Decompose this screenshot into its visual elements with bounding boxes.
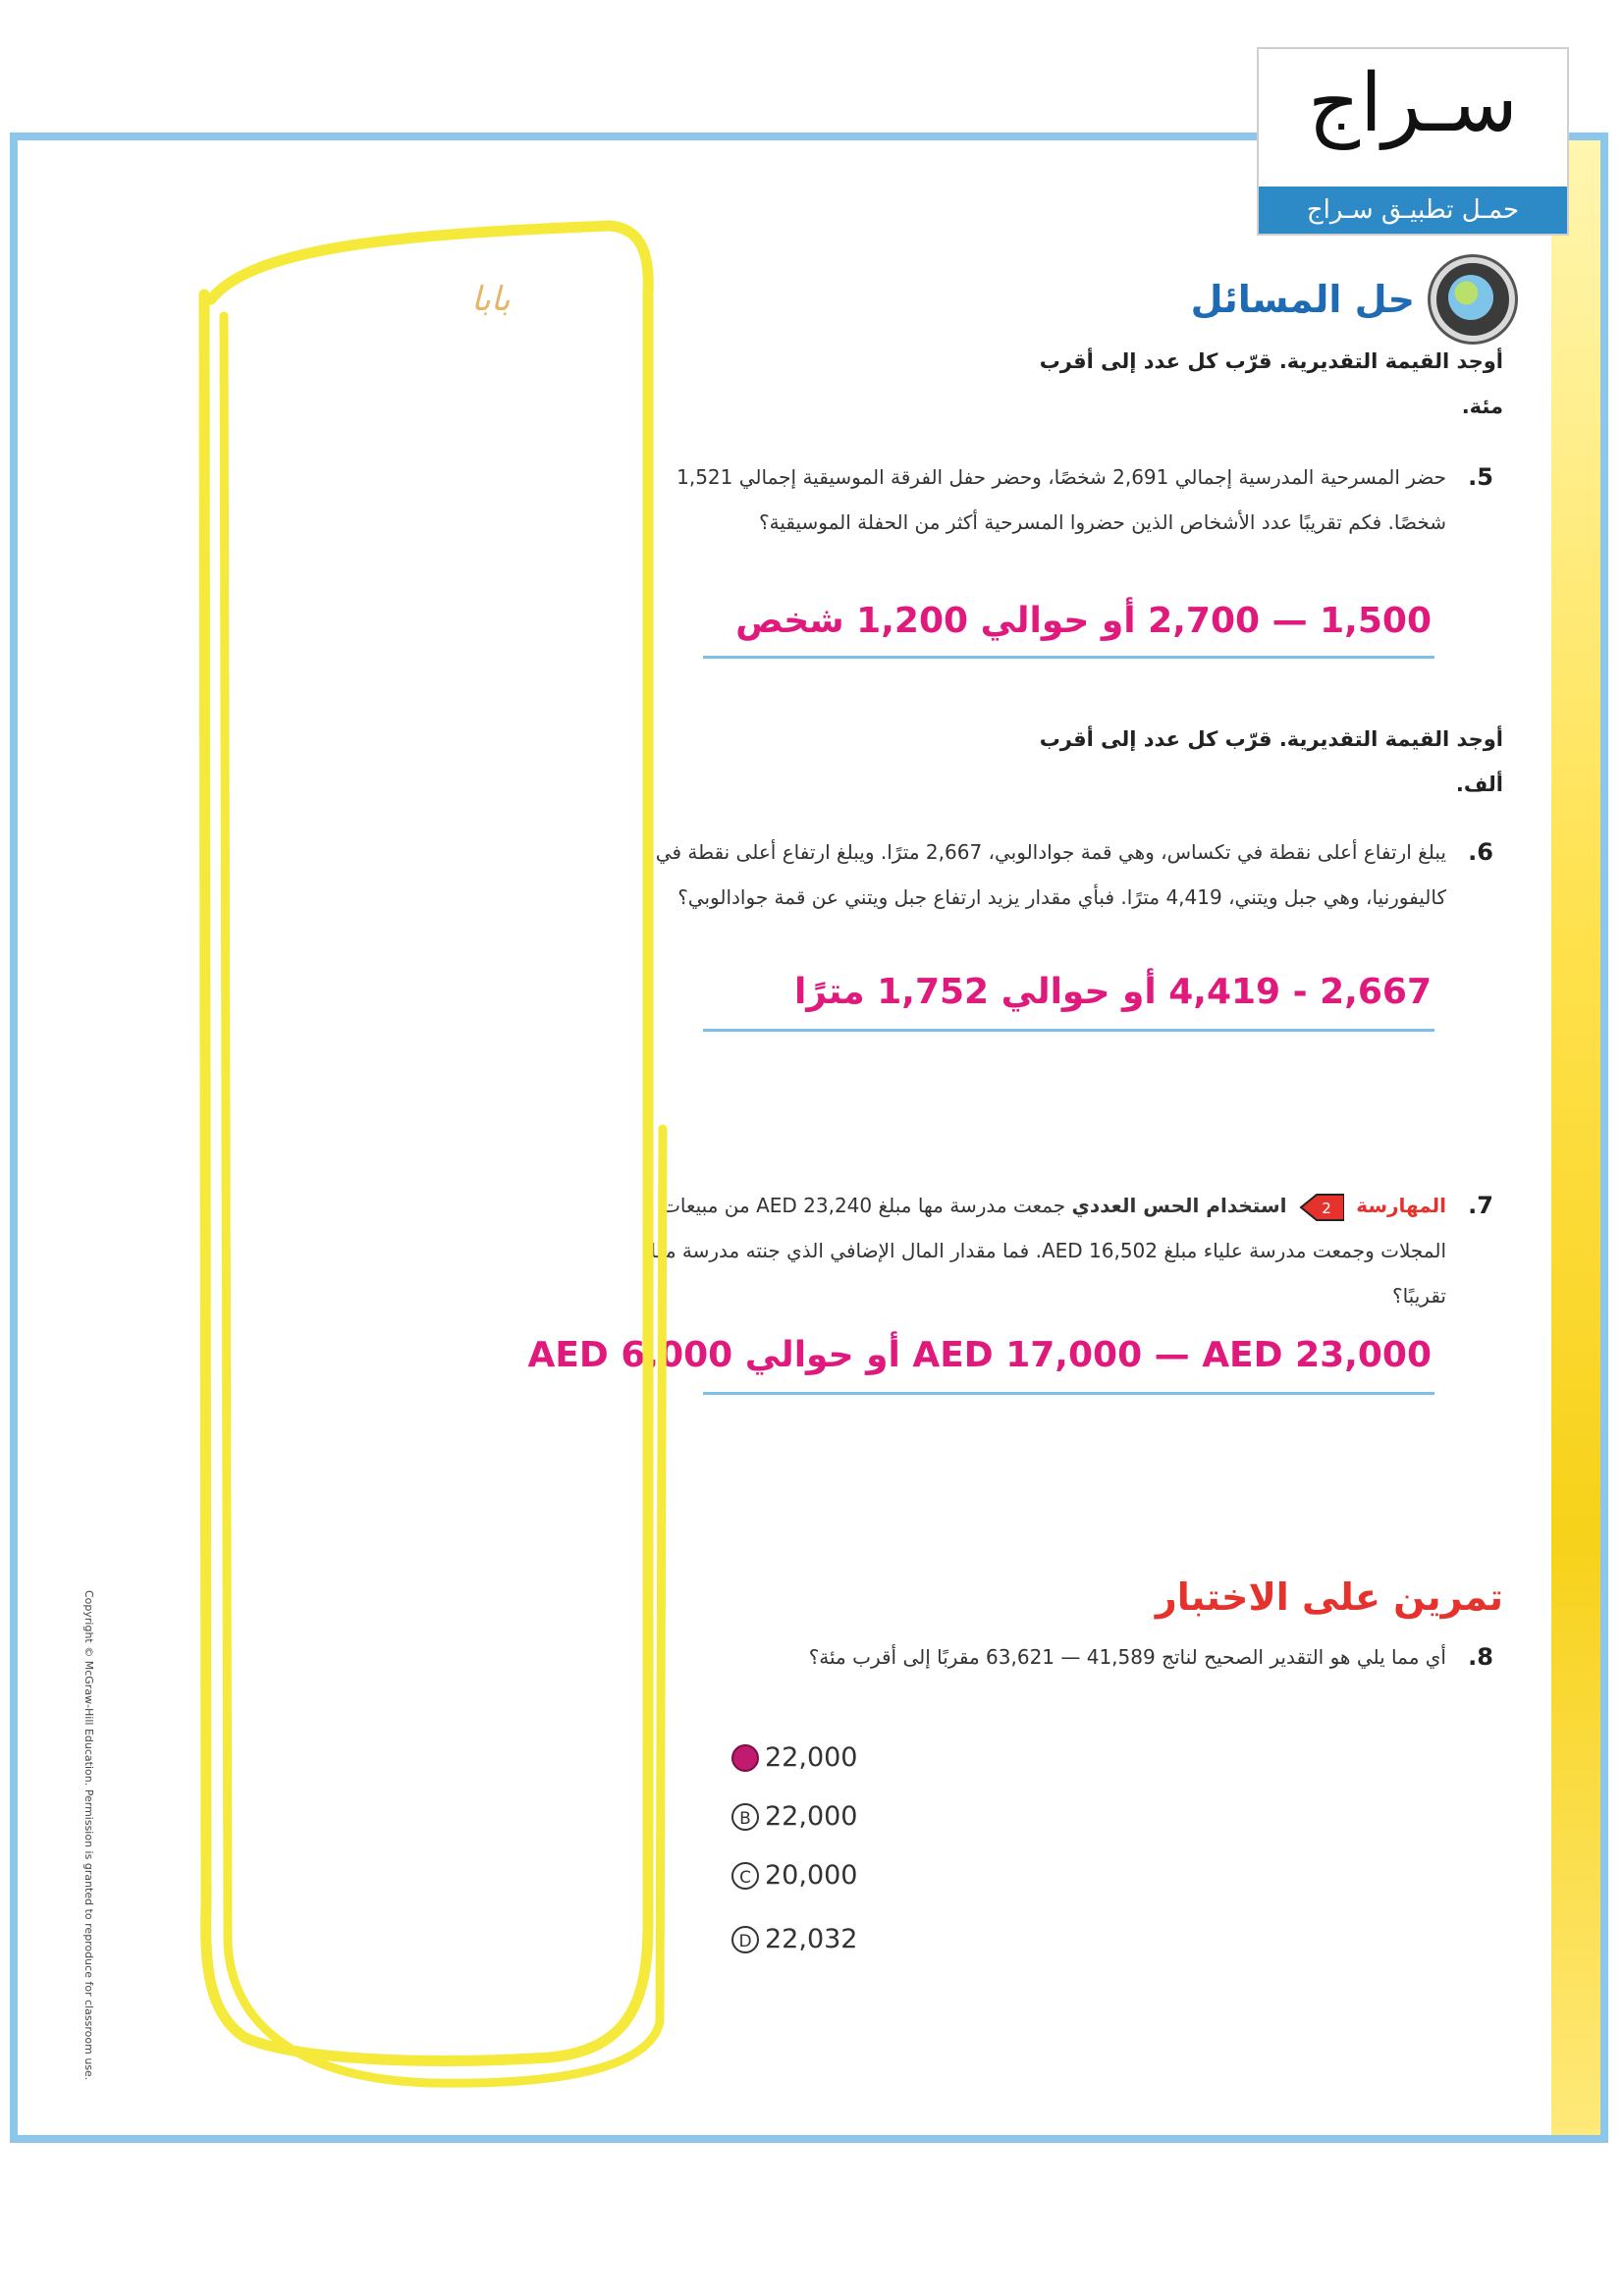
choice-d-bubble[interactable]: D bbox=[731, 1926, 759, 1953]
section-title: حل المسائل bbox=[1190, 278, 1415, 321]
instruction-thousands: أوجد القيمة التقديرية. قرّب كل عدد إلى أقرب ألف. bbox=[1039, 727, 1503, 796]
siraj-logo[interactable] bbox=[1257, 47, 1569, 236]
choice-c-value: 20,000 bbox=[765, 1860, 858, 1891]
logo-tagline: حمـل تطبيـق سـراج bbox=[1259, 187, 1567, 234]
problem-text: جمعت مدرسة مها مبلغ AED 23,240 من مبيعات المجلات وجمعت مدرسة علياء مبلغ AED 16,502. فما مقدار المال الإضافي الذي جنته مدرسة مها تقريبًا؟ bbox=[650, 1194, 1446, 1308]
problem-7 bbox=[646, 1183, 1493, 1318]
practice-badge-number: 2 bbox=[1322, 1199, 1331, 1217]
choice-a-bubble[interactable]: A bbox=[731, 1744, 759, 1772]
choice-b-value: 22,000 bbox=[765, 1801, 858, 1832]
choice-b[interactable] bbox=[731, 1801, 857, 1832]
answer-5: 1,500 — 2,700 أو حوالي 1,200 شخص bbox=[735, 601, 1432, 641]
answer-7: AED 17,000 — AED 23,000 أو حوالي AED 6,000 bbox=[527, 1335, 1432, 1375]
problem-number: 7. bbox=[1468, 1192, 1493, 1219]
globe-icon bbox=[1431, 257, 1515, 342]
problem-number: 6. bbox=[1468, 838, 1493, 866]
problem-text: أي مما يلي هو التقدير الصحيح لناتج 41,589 — 63,621 مقربًا إلى أقرب مئة؟ bbox=[808, 1645, 1446, 1669]
practice-skill-name: استخدام الحس العددي bbox=[1071, 1194, 1287, 1217]
choice-c-bubble[interactable]: C bbox=[731, 1862, 759, 1890]
problem-5 bbox=[646, 454, 1493, 545]
page-frame bbox=[10, 133, 1608, 2143]
practice-arrow-icon bbox=[1299, 1191, 1344, 1224]
logo-wordmark: سـراج bbox=[1308, 57, 1518, 150]
answer-6: 2,667 - 4,419 أو حوالي 1,752 مترًا bbox=[793, 972, 1432, 1012]
problem-text: حضر المسرحية المدرسية إجمالي 2,691 شخصًا، وحضر حفل الفرقة الموسيقية إجمالي 1,521 شخصًا. فكم تقريبًا عدد الأشخاص الذين حضروا المسرحية أكثر من الحفلة الموسيقية؟ bbox=[676, 465, 1446, 534]
practice-label: المهارسة bbox=[1356, 1194, 1446, 1217]
problem-number: 5. bbox=[1468, 463, 1493, 491]
copyright-credit: Copyright © McGraw-Hill Education. Permission is granted to reproduce for classroom use. bbox=[82, 1590, 95, 2081]
choice-c[interactable] bbox=[731, 1860, 857, 1891]
problem-6 bbox=[646, 829, 1493, 920]
choice-a-value: 22,000 bbox=[765, 1742, 858, 1773]
choice-a[interactable] bbox=[731, 1742, 857, 1773]
answer-line-5 bbox=[703, 656, 1434, 659]
quiz-question bbox=[646, 1634, 1493, 1680]
answer-line-7 bbox=[703, 1392, 1434, 1395]
handwritten-name: بابا bbox=[471, 280, 511, 319]
choice-b-bubble[interactable]: B bbox=[731, 1803, 759, 1831]
problem-text: يبلغ ارتفاع أعلى نقطة في تكساس، وهي قمة جوادالوبي، 2,667 مترًا. ويبلغ ارتفاع أعلى نقطة في كاليفورنيا، وهي جبل ويتني، 4,419 مترًا. فبأي مقدار يزيد ارتفاع جبل ويتني عن قمة جوادالوبي؟ bbox=[655, 840, 1446, 909]
instruction-hundreds: أوجد القيمة التقديرية. قرّب كل عدد إلى أقرب مئة. bbox=[1039, 349, 1503, 418]
decorative-yellow-band bbox=[1551, 140, 1600, 2135]
choice-d[interactable] bbox=[731, 1924, 857, 1954]
answer-line-6 bbox=[703, 1029, 1434, 1032]
quiz-title: تمرين على الاختبار bbox=[1155, 1575, 1503, 1619]
problem-number: 8. bbox=[1468, 1643, 1493, 1671]
section-header bbox=[1191, 257, 1515, 342]
choice-d-value: 22,032 bbox=[765, 1924, 858, 1954]
